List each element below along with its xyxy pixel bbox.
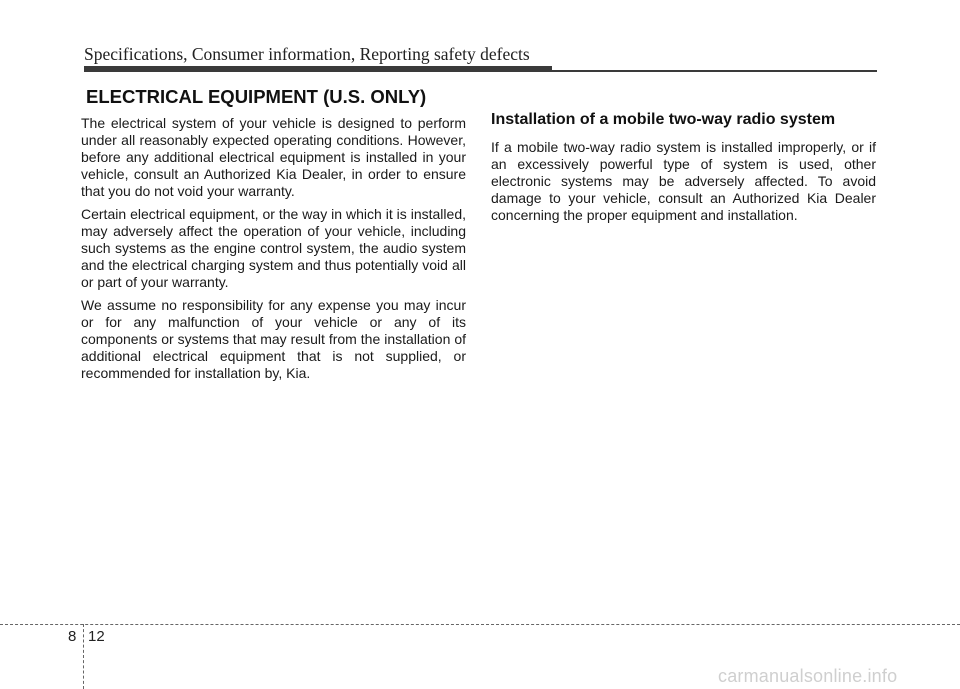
paragraph-design: The electrical system of your vehicle is designed to perform under all reasonably expected operating conditions. However, before any additional electrical equipment is installed in your vehicle, consult an Authorized Kia Dealer, in order to ensure that you do not void your warranty. bbox=[81, 115, 466, 199]
section-title: ELECTRICAL EQUIPMENT (U.S. ONLY) bbox=[86, 86, 427, 107]
footer-divider bbox=[0, 624, 960, 625]
subsection-heading: Installation of a mobile two-way radio system bbox=[491, 111, 836, 128]
header-title: Specifications, Consumer information, Reporting safety defects bbox=[84, 44, 530, 64]
left-column bbox=[81, 115, 466, 388]
footer-vertical-divider bbox=[83, 624, 84, 689]
paragraph-installation-effects: Certain electrical equipment, or the way in which it is installed, may adversely affect the operation of your vehicle, including such systems as the engine control system, the audio system and the electrical charging system and thus potentially void all or part of your warranty. bbox=[81, 206, 466, 290]
footer-page-number: 12 bbox=[88, 628, 105, 645]
paragraph-responsibility: We assume no responsibility for any expense you may incur or for any malfunction of your vehicle or any of its components or systems that may result from the installation of additional electrical equipment that is not supplied, or recommended for installation by, Kia. bbox=[81, 297, 466, 381]
watermark-text: carmanualsonline.info bbox=[718, 666, 898, 686]
paragraph-radio-system: If a mobile two-way radio system is installed improperly, or if an excessively powerful type of system is used, other electronic systems may be adversely affected. To avoid damage to your vehicle, consult an Authorized Kia Dealer concerning the proper equipment and installation. bbox=[491, 139, 876, 223]
right-column bbox=[491, 111, 876, 230]
header-rule-thick bbox=[84, 66, 552, 72]
header-rule-thin bbox=[552, 70, 877, 72]
footer-section-number: 8 bbox=[68, 628, 77, 645]
